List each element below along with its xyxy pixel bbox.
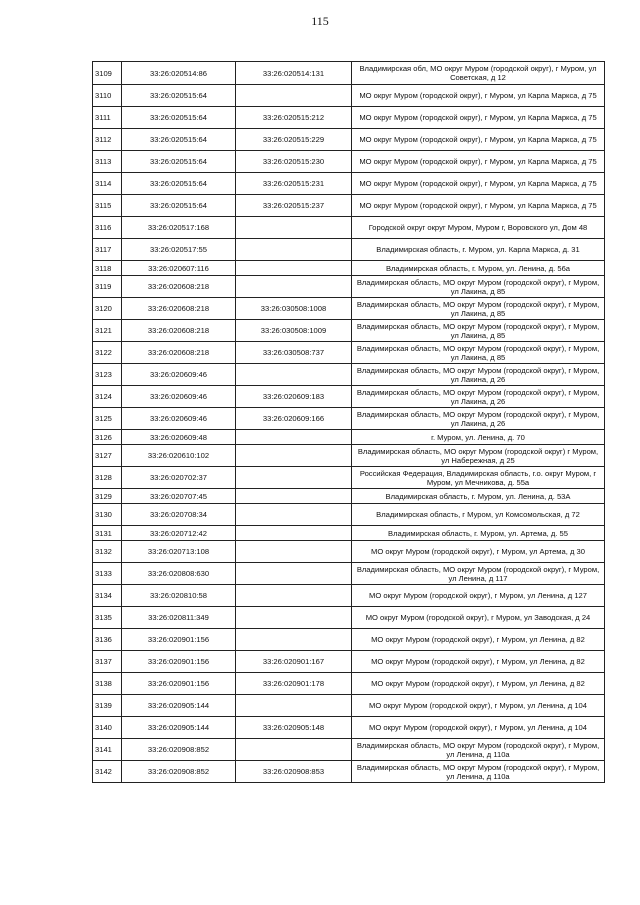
sub-object-number: 33:26:020901:167 — [236, 651, 352, 673]
cadastral-number: 33:26:020515:64 — [122, 195, 236, 217]
address: Владимирская область, МО округ Муром (городской округ), г Муром, ул Ленина, д 110а — [352, 739, 605, 761]
table-row — [93, 504, 605, 526]
address: Владимирская область, МО округ Муром (городской округ), г Муром, ул Лакина, д 26 — [352, 386, 605, 408]
row-number: 3132 — [93, 541, 122, 563]
sub-object-number: 33:26:020609:183 — [236, 386, 352, 408]
table-row — [93, 629, 605, 651]
cadastral-number: 33:26:020608:218 — [122, 276, 236, 298]
address: Владимирская область, МО округ Муром (городской округ), г Муром, ул Лакина, д 85 — [352, 298, 605, 320]
row-number: 3125 — [93, 408, 122, 430]
page-number: 115 — [311, 14, 329, 28]
cadastral-number: 33:26:020908:852 — [122, 761, 236, 783]
table-row — [93, 261, 605, 276]
cadastral-number: 33:26:020515:64 — [122, 173, 236, 195]
table-row — [93, 408, 605, 430]
row-number: 3114 — [93, 173, 122, 195]
sub-object-number: 33:26:020908:853 — [236, 761, 352, 783]
sub-object-number — [236, 563, 352, 585]
address: Владимирская область, МО округ Муром (городской округ) г Муром, ул Набережная, д 25 — [352, 445, 605, 467]
sub-object-number: 33:26:020905:148 — [236, 717, 352, 739]
cadastral-number: 33:26:020609:48 — [122, 430, 236, 445]
row-number: 3120 — [93, 298, 122, 320]
sub-object-number: 33:26:030508:1009 — [236, 320, 352, 342]
row-number: 3115 — [93, 195, 122, 217]
row-number: 3121 — [93, 320, 122, 342]
address: Владимирская область, МО округ Муром (городской округ), г Муром, ул Лакина, д 85 — [352, 342, 605, 364]
sub-object-number — [236, 276, 352, 298]
sub-object-number: 33:26:030508:1008 — [236, 298, 352, 320]
address: МО округ Муром (городской округ), г Муром, ул Ленина, д 104 — [352, 717, 605, 739]
sub-object-number: 33:26:020515:231 — [236, 173, 352, 195]
sub-object-number: 33:26:030508:737 — [236, 342, 352, 364]
table-row — [93, 239, 605, 261]
sub-object-number — [236, 239, 352, 261]
cadastral-number: 33:26:020708:34 — [122, 504, 236, 526]
sub-object-number — [236, 504, 352, 526]
table-row — [93, 320, 605, 342]
row-number: 3128 — [93, 467, 122, 489]
registry-table-body — [93, 62, 605, 783]
address: МО округ Муром (городской округ), г Муром, ул Ленина, д 104 — [352, 695, 605, 717]
sub-object-number — [236, 629, 352, 651]
row-number: 3135 — [93, 607, 122, 629]
cadastral-number: 33:26:020607:116 — [122, 261, 236, 276]
address: МО округ Муром (городской округ), г Муром, ул Карла Маркса, д 75 — [352, 195, 605, 217]
address: МО округ Муром (городской округ), г Муром, ул Карла Маркса, д 75 — [352, 107, 605, 129]
row-number: 3139 — [93, 695, 122, 717]
table-row — [93, 607, 605, 629]
sub-object-number: 33:26:020609:166 — [236, 408, 352, 430]
row-number: 3142 — [93, 761, 122, 783]
address: МО округ Муром (городской округ), г Муром, ул Карла Маркса, д 75 — [352, 85, 605, 107]
table-row — [93, 364, 605, 386]
address: МО округ Муром (городской округ), г Муром, ул Артема, д 30 — [352, 541, 605, 563]
table-row — [93, 217, 605, 239]
cadastral-number: 33:26:020515:64 — [122, 151, 236, 173]
row-number: 3111 — [93, 107, 122, 129]
row-number: 3136 — [93, 629, 122, 651]
cadastral-number: 33:26:020517:55 — [122, 239, 236, 261]
sub-object-number — [236, 85, 352, 107]
row-number: 3133 — [93, 563, 122, 585]
table-row — [93, 695, 605, 717]
sub-object-number — [236, 364, 352, 386]
cadastral-number: 33:26:020609:46 — [122, 364, 236, 386]
address: Владимирская область, г Муром, ул Комсомольская, д 72 — [352, 504, 605, 526]
address: МО округ Муром (городской округ), г Муром, ул Ленина, д 82 — [352, 629, 605, 651]
table-row — [93, 342, 605, 364]
address: Владимирская обл, МО округ Муром (городской округ), г Муром, ул Советская, д 12 — [352, 62, 605, 85]
row-number: 3137 — [93, 651, 122, 673]
sub-object-number: 33:26:020901:178 — [236, 673, 352, 695]
row-number: 3117 — [93, 239, 122, 261]
address: Владимирская область, г. Муром, ул. Карла Маркса, д. 31 — [352, 239, 605, 261]
cadastral-number: 33:26:020901:156 — [122, 673, 236, 695]
cadastral-number: 33:26:020515:64 — [122, 85, 236, 107]
cadastral-number: 33:26:020707:45 — [122, 489, 236, 504]
table-row — [93, 739, 605, 761]
address: МО округ Муром (городской округ), г Муром, ул Карла Маркса, д 75 — [352, 173, 605, 195]
sub-object-number — [236, 217, 352, 239]
cadastral-number: 33:26:020608:218 — [122, 342, 236, 364]
row-number: 3124 — [93, 386, 122, 408]
cadastral-number: 33:26:020515:64 — [122, 129, 236, 151]
table-row — [93, 585, 605, 607]
table-row — [93, 195, 605, 217]
address: Владимирская область, МО округ Муром (городской округ), г Муром, ул Лакина, д 85 — [352, 320, 605, 342]
row-number: 3138 — [93, 673, 122, 695]
row-number: 3113 — [93, 151, 122, 173]
table-row — [93, 541, 605, 563]
table-row — [93, 151, 605, 173]
row-number: 3134 — [93, 585, 122, 607]
table-row — [93, 489, 605, 504]
address: МО округ Муром (городской округ), г Муром, ул Ленина, д 82 — [352, 673, 605, 695]
address: МО округ Муром (городской округ), г Муром, ул Заводская, д 24 — [352, 607, 605, 629]
address: Российская Федерация, Владимирская область, г.о. округ Муром, г Муром, ул Мечникова, д. 55а — [352, 467, 605, 489]
table-row — [93, 761, 605, 783]
cadastral-number: 33:26:020810:58 — [122, 585, 236, 607]
address: Владимирская область, МО округ Муром (городской округ), г Муром, ул Лакина, д 26 — [352, 364, 605, 386]
cadastral-number: 33:26:020609:46 — [122, 386, 236, 408]
cadastral-number: 33:26:020712:42 — [122, 526, 236, 541]
row-number: 3122 — [93, 342, 122, 364]
cadastral-number: 33:26:020901:156 — [122, 651, 236, 673]
cadastral-number: 33:26:020609:46 — [122, 408, 236, 430]
cadastral-number: 33:26:020901:156 — [122, 629, 236, 651]
table-row — [93, 386, 605, 408]
cadastral-number: 33:26:020517:168 — [122, 217, 236, 239]
table-row — [93, 85, 605, 107]
address: Владимирская область, МО округ Муром (городской округ), г Муром, ул Лакина, д 26 — [352, 408, 605, 430]
cadastral-number: 33:26:020908:852 — [122, 739, 236, 761]
row-number: 3119 — [93, 276, 122, 298]
sub-object-number — [236, 607, 352, 629]
cadastral-number: 33:26:020713:108 — [122, 541, 236, 563]
sub-object-number — [236, 445, 352, 467]
table-row — [93, 129, 605, 151]
table-row — [93, 173, 605, 195]
table-row — [93, 298, 605, 320]
cadastral-number: 33:26:020608:218 — [122, 298, 236, 320]
sub-object-number: 33:26:020514:131 — [236, 62, 352, 85]
cadastral-number: 33:26:020515:64 — [122, 107, 236, 129]
row-number: 3110 — [93, 85, 122, 107]
sub-object-number — [236, 430, 352, 445]
address: МО округ Муром (городской округ), г Муром, ул Ленина, д 82 — [352, 651, 605, 673]
sub-object-number — [236, 526, 352, 541]
cadastral-number: 33:26:020608:218 — [122, 320, 236, 342]
cadastral-number: 33:26:020702:37 — [122, 467, 236, 489]
address: Городской округ округ Муром, Муром г, Воровского ул, Дом 48 — [352, 217, 605, 239]
address: Владимирская область, МО округ Муром (городской округ), г Муром, ул Лакина, д 85 — [352, 276, 605, 298]
address: Владимирская область, МО округ Муром (городской округ), г Муром, ул Ленина, д 110а — [352, 761, 605, 783]
table-row — [93, 62, 605, 85]
sub-object-number — [236, 261, 352, 276]
cadastral-number: 33:26:020905:144 — [122, 717, 236, 739]
row-number: 3130 — [93, 504, 122, 526]
table-row — [93, 445, 605, 467]
table-row — [93, 107, 605, 129]
row-number: 3140 — [93, 717, 122, 739]
cadastral-number: 33:26:020905:144 — [122, 695, 236, 717]
address: МО округ Муром (городской округ), г Муром, ул Ленина, д 127 — [352, 585, 605, 607]
row-number: 3109 — [93, 62, 122, 85]
sub-object-number — [236, 585, 352, 607]
row-number: 3123 — [93, 364, 122, 386]
table-row — [93, 673, 605, 695]
row-number: 3131 — [93, 526, 122, 541]
table-row — [93, 717, 605, 739]
table-row — [93, 430, 605, 445]
address: Владимирская область, МО округ Муром (городской округ), г Муром, ул Ленина, д 117 — [352, 563, 605, 585]
sub-object-number — [236, 541, 352, 563]
cadastral-number: 33:26:020610:102 — [122, 445, 236, 467]
sub-object-number: 33:26:020515:230 — [236, 151, 352, 173]
table-row — [93, 651, 605, 673]
row-number: 3127 — [93, 445, 122, 467]
sub-object-number — [236, 739, 352, 761]
sub-object-number: 33:26:020515:212 — [236, 107, 352, 129]
address: Владимирская область, г. Муром, ул. Ленина, д. 53А — [352, 489, 605, 504]
table-row — [93, 526, 605, 541]
cadastral-number: 33:26:020514:86 — [122, 62, 236, 85]
cadastral-number: 33:26:020808:630 — [122, 563, 236, 585]
cadastral-number: 33:26:020811:349 — [122, 607, 236, 629]
row-number: 3129 — [93, 489, 122, 504]
row-number: 3141 — [93, 739, 122, 761]
registry-table — [92, 61, 605, 783]
address: МО округ Муром (городской округ), г Муром, ул Карла Маркса, д 75 — [352, 129, 605, 151]
address: г. Муром, ул. Ленина, д. 70 — [352, 430, 605, 445]
sub-object-number: 33:26:020515:237 — [236, 195, 352, 217]
table-row — [93, 467, 605, 489]
row-number: 3116 — [93, 217, 122, 239]
row-number: 3126 — [93, 430, 122, 445]
sub-object-number: 33:26:020515:229 — [236, 129, 352, 151]
row-number: 3118 — [93, 261, 122, 276]
sub-object-number — [236, 695, 352, 717]
table-row — [93, 276, 605, 298]
address: МО округ Муром (городской округ), г Муром, ул Карла Маркса, д 75 — [352, 151, 605, 173]
row-number: 3112 — [93, 129, 122, 151]
address: Владимирская область, г. Муром, ул. Артема, д. 55 — [352, 526, 605, 541]
address: Владимирская область, г. Муром, ул. Ленина, д. 56а — [352, 261, 605, 276]
sub-object-number — [236, 489, 352, 504]
table-row — [93, 563, 605, 585]
sub-object-number — [236, 467, 352, 489]
